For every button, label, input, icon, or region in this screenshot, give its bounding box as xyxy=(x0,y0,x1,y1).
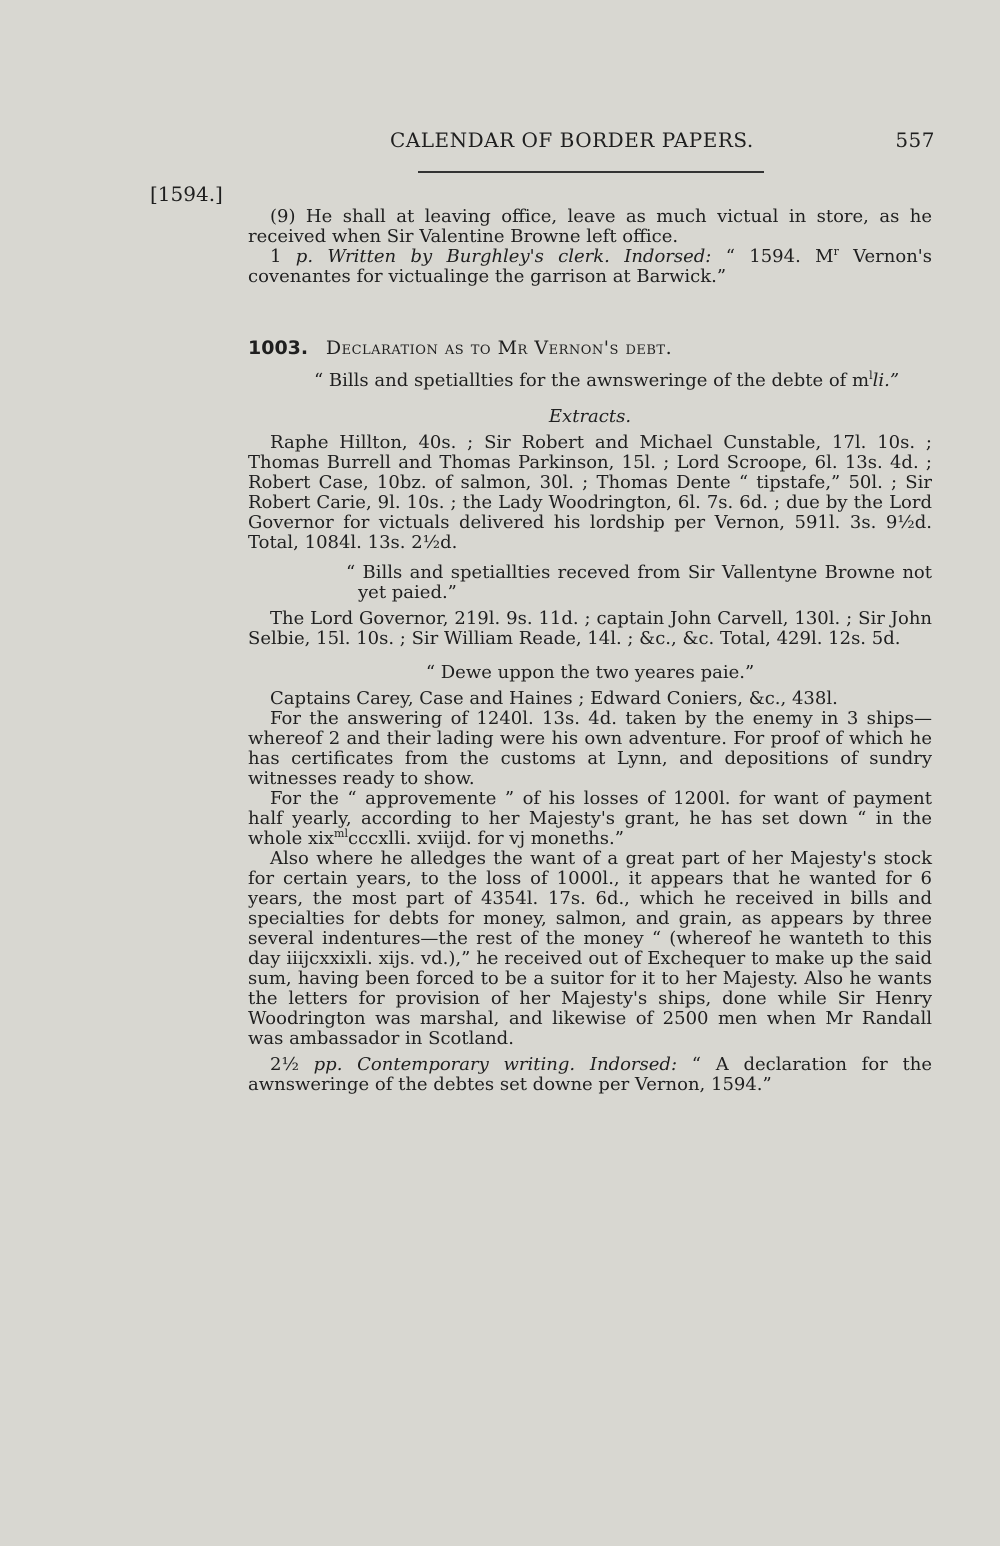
covenant-item-9: (9) He shall at leaving office, leave as much victual in store, as he received when Sir Valentine Browne left office. xyxy=(248,206,932,247)
para-approvemente-sup: ml xyxy=(334,827,348,840)
entry-number: 1003. xyxy=(248,337,309,359)
quote-browne: “ Bills and spetiallties receved from Sir Vallentyne Browne not yet paied.” xyxy=(346,562,932,603)
source-note xyxy=(248,247,932,287)
note-sup: r xyxy=(833,245,839,258)
note2-italic: pp. Contemporary writing. Indorsed: xyxy=(313,1054,678,1075)
quote-two-years: “ Dewe uppon the two yeares paie.” xyxy=(425,662,755,683)
note-italic: p. Written by Burghley's clerk. Indorsed: xyxy=(295,246,712,267)
para-enemy-ships: For the answering of 1240l. 13s. 4d. taken by the enemy in 3 ships—whereof 2 and their lading were his own adventure. For proof of which he has certificates from the customs at Lynn, and depositions of sundry witnesses ready to show. xyxy=(248,708,932,789)
para-stock: Also where he alledges the want of a great part of her Majesty's stock for certain years, to the loss of 1000l., it appears that he wanted for 6 years, the most part of 4354l. 17s. 6d., which he received in bills and specialties for debts for money, salmon, and grain, as appears by three several indentures—the rest of the money “ (whereof he wanteth to this day iiijcxxixli. xijs. vd.),” he received out of Exchequer to make up the said sum, having been forced to be a suitor for it to her Majesty. Also he wants the letters for provision of her Majesty's ships, done while Sir Henry Woodrington was marshal, and likewise of 2500 men when Mr Randall was ambassador in Scotland. xyxy=(248,848,932,1049)
note-pages: 1 xyxy=(270,246,282,267)
quote-bills xyxy=(248,371,932,391)
para-approvemente-end: cccxlli. xviijd. for vj moneths.” xyxy=(347,828,624,849)
header-rule xyxy=(418,171,764,173)
note-text-a: “ 1594. M xyxy=(725,246,834,267)
entry-heading xyxy=(248,338,932,359)
extracts-label: Extracts. xyxy=(548,406,632,427)
entry-title: Declaration as to Mr Vernon's debt. xyxy=(325,337,673,359)
margin-year: [1594.] xyxy=(150,182,223,206)
intro-block xyxy=(248,207,932,287)
running-title: CALENDAR OF BORDER PAPERS. xyxy=(390,128,754,152)
para-approvemente-text: For the “ approvemente ” of his losses of 1200l. for want of payment half yearly, according to her Majesty's grant, he has set down “ in the whole xix xyxy=(248,788,932,849)
entry-block xyxy=(248,338,932,1095)
note2-pages: 2½ xyxy=(270,1054,299,1075)
quote-bills-text: “ Bills and spetiallties for the awnsweringe of the debte of m xyxy=(314,370,870,391)
page-number: 557 xyxy=(895,128,935,152)
para-approvemente xyxy=(248,789,932,849)
para-browne-list: The Lord Governor, 219l. 9s. 11d. ; captain John Carvell, 130l. ; Sir John Selbie, 15l. 10s. ; Sir William Reade, 14l. ; &c., &c. Total, 429l. 12s. 5d. xyxy=(248,608,932,649)
para-captains: Captains Carey, Case and Haines ; Edward Coniers, &c., 438l. xyxy=(270,688,838,709)
quote-bills-end: li.” xyxy=(872,370,900,391)
source-note-2 xyxy=(248,1055,932,1095)
note2-text: “ A declaration for the awnsweringe of the debtes set downe per Vernon, 1594.” xyxy=(248,1054,933,1095)
quote-bills-sup: l xyxy=(869,369,873,382)
para-bills-list: Raphe Hillton, 40s. ; Sir Robert and Michael Cunstable, 17l. 10s. ; Thomas Burrell and Thomas Parkinson, 15l. ; Lord Scroope, 6l. 13s. 4d. ; Robert Case, 10bz. of salmon, 30l. ; Thomas Dente “ tipstafe,” 50l. ; Sir Robert Carie, 9l. 10s. ; the Lady Woodrington, 6l. 7s. 6d. ; due by the Lord Governor for victuals delivered his lordship per Vernon, 591l. 3s. 9½d. Total, 1084l. 13s. 2½d. xyxy=(248,432,932,553)
note-text-b: Vernon's covenantes for victualinge the garrison at Barwick.” xyxy=(248,246,932,287)
